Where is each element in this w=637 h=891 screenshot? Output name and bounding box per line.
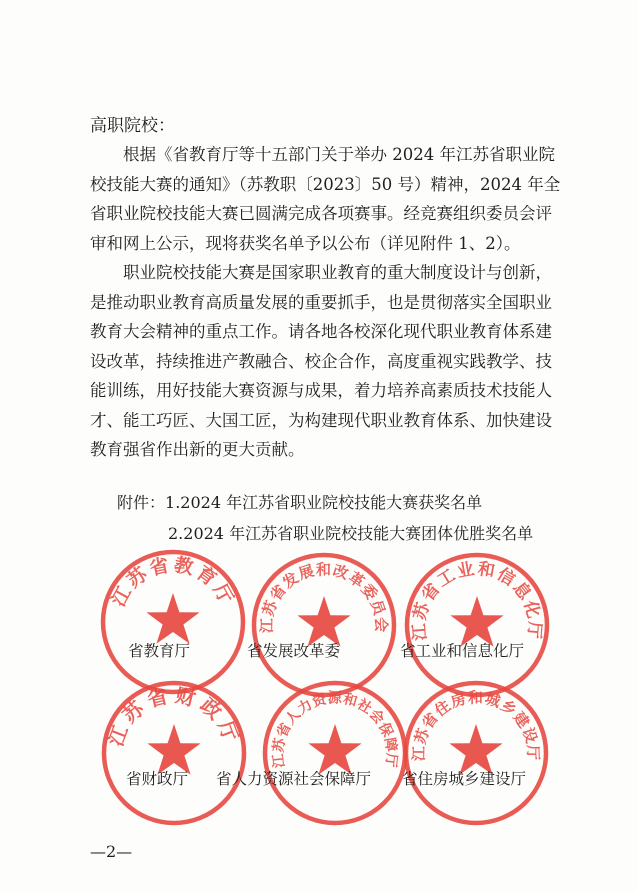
- paragraph-line: 教育大会精神的重点工作。请各地各校深化现代职业教育体系建: [90, 322, 552, 341]
- paragraph-2: [90, 258, 560, 465]
- paragraph-line: 能训练，用好技能大赛资源与成果，着力培养高素质技术技能人: [90, 381, 552, 400]
- svg-text:江苏省住房和城乡建设厅: 江苏省住房和城乡建设厅: [409, 688, 543, 762]
- official-seal: [100, 549, 246, 695]
- salutation: 高职院校：: [90, 116, 175, 136]
- paragraph-line: 省职业院校技能大赛已圆满完成各项赛事。经竞赛组织委员会评: [90, 204, 552, 223]
- official-seal: [404, 552, 550, 698]
- paragraph-line: 才、能工巧匠、大国工匠，为构建现代职业教育体系、加快建设: [90, 410, 552, 430]
- paragraph-line: 审和网上公示，现将获奖名单予以公布（详见附件 1、2）。: [90, 233, 521, 253]
- paragraph-line: 设改革，持续推进产教融合、校企合作，高度重视实践教学、技: [90, 351, 552, 371]
- department-name: 省财政厅: [126, 770, 189, 788]
- attachments-label: 附件：: [117, 493, 166, 512]
- page-number: —2—: [90, 842, 133, 861]
- seal-icon: [251, 552, 397, 698]
- attachments-list: [117, 487, 533, 549]
- seal-icon: [101, 680, 247, 826]
- paragraph-line: 根据《省教育厅等十五部门关于举办 2024 年江苏省职业院: [123, 145, 555, 164]
- department-name: 省人力资源社会保障厅: [216, 770, 372, 788]
- attachment-2: 2.2024 年江苏省职业院校技能大赛团体优胜奖名单: [168, 524, 534, 543]
- department-name: 省发展改革委: [247, 642, 341, 660]
- svg-text:江苏省人力资源和社会保障厅: 江苏省人力资源和社会保障厅: [270, 690, 400, 769]
- paragraph-line: 校技能大赛的通知》（苏教职〔2023〕50 号）精神，2024 年全: [90, 174, 561, 194]
- paragraph-line: 职业院校技能大赛是国家职业教育的重大制度设计与创新，: [123, 263, 552, 282]
- paragraph-line: 是推动职业教育高质量发展的重要抓手，也是贯彻落实全国职业: [90, 292, 552, 312]
- official-seal: [403, 680, 549, 826]
- seal-icon: [403, 680, 549, 826]
- attachment-item: [117, 518, 533, 549]
- department-name: 省工业和信息化厅: [400, 642, 525, 660]
- seal-icon: [100, 549, 246, 695]
- department-name: 省教育厅: [128, 642, 191, 660]
- department-name: 省住房城乡建设厅: [402, 770, 527, 788]
- seal-icon: [404, 552, 550, 698]
- official-seal: [262, 680, 408, 826]
- attachment-1: 1.2024 年江苏省职业院校技能大赛获奖名单: [165, 493, 483, 512]
- svg-text:江苏省财政厅: 江苏省财政厅: [103, 682, 245, 750]
- svg-text:江苏省工业和信息化厅: 江苏省工业和信息化厅: [409, 558, 545, 642]
- official-seal: [251, 552, 397, 698]
- paragraph-1: [90, 140, 560, 258]
- attachment-item: [117, 487, 533, 518]
- svg-text:江苏省发展和改革委员会: 江苏省发展和改革委员会: [257, 560, 391, 634]
- official-seal: [101, 680, 247, 826]
- svg-text:江苏省教育厅: 江苏省教育厅: [107, 553, 239, 611]
- paragraph-line: 教育强省作出新的更大贡献。: [90, 440, 305, 459]
- seal-icon: [262, 680, 408, 826]
